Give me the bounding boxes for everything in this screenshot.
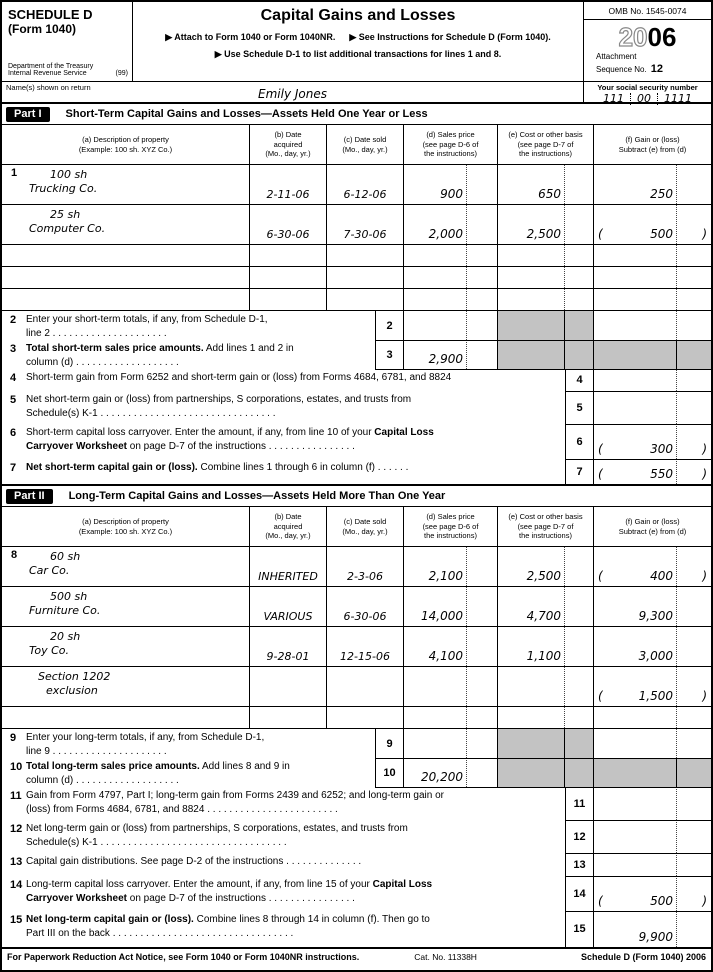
name-cell[interactable] (2, 82, 583, 102)
empty-table-row (2, 245, 711, 267)
line12-amount[interactable] (593, 820, 711, 853)
line2-amount-f[interactable] (593, 311, 711, 340)
name-label: Name(s) shown on return (6, 83, 91, 92)
col-date-sold-header: (c) Date sold (Mo., day, yr.) (326, 507, 403, 546)
table-row (2, 547, 711, 587)
part2-label: Part II (6, 489, 53, 504)
col-sales-price-header: (d) Sales price (see page D-6 of the instructions) (403, 125, 497, 164)
date-sold-cell[interactable]: 6-30-06 (326, 587, 403, 626)
ssn-label: Your social security number (597, 83, 698, 92)
line13-amount[interactable] (593, 853, 711, 876)
gain-loss-cell[interactable]: 9,300 (593, 587, 711, 626)
line-10: 10 Total long-term sales price amounts. Add lines 8 and 9 in column (d) . . . . . . . . . . . . . . . . . . . 10 20,200 (2, 758, 711, 787)
description-cell[interactable]: 1 100 sh Trucking Co. (11, 167, 98, 195)
part2-title: Long-Term Capital Gains and Losses—Assets Held More Than One Year (68, 490, 446, 502)
part1-column-headers (2, 125, 711, 165)
line-text: Total short-term sales price amounts. Add lines 1 and 2 in column (d) . . . . . . . . . . . . . . . . . . . (26, 343, 294, 368)
date-acquired-cell[interactable]: 2-11-06 (249, 165, 326, 204)
cost-basis-cell[interactable]: 1,100 (497, 627, 593, 666)
shaded-cell (497, 758, 593, 787)
year-outline: 20 (618, 22, 648, 52)
col-sales-price-header: (d) Sales price (see page D-6 of the instructions) (403, 507, 497, 546)
date-acquired-cell[interactable] (249, 667, 326, 706)
part1-title: Short-Term Capital Gains and Losses—Assets Held One Year or Less (65, 108, 428, 120)
date-acquired-cell[interactable]: VARIOUS (249, 587, 326, 626)
cost-basis-cell[interactable]: 4,700 (497, 587, 593, 626)
part1-label: Part I (6, 107, 50, 122)
gain-loss-cell[interactable]: ( 1,500 ) (593, 667, 711, 706)
date-sold-cell[interactable]: 2-3-06 (326, 547, 403, 586)
line-11: 11 Gain from Form 4797, Part I; long-term gain from Forms 2439 and 6252; and long-term gain or (loss) from Forms 4684, 6781, and 8824 . . . . . . . . . . . . . . . . . . . . . . . . 11 (2, 787, 711, 820)
gain-loss-cell[interactable]: 3,000 (593, 627, 711, 666)
col-gain-loss-header: (f) Gain or (loss) Subtract (e) from (d) (593, 507, 711, 546)
name-ssn-row (2, 82, 711, 104)
part1-table (2, 124, 711, 311)
year-bold: 06 (647, 22, 677, 52)
attachment-sequence: Attachment Sequence No. 12 (596, 52, 663, 76)
empty-table-row (2, 707, 711, 729)
sales-price-cell[interactable]: 4,100 (403, 627, 497, 666)
date-sold-cell[interactable]: 7-30-06 (326, 205, 403, 244)
shaded-cell (593, 758, 711, 787)
shaded-cell (593, 340, 711, 369)
shaded-cell (497, 340, 593, 369)
date-acquired-cell[interactable]: INHERITED (249, 547, 326, 586)
line11-amount[interactable] (593, 787, 711, 820)
paperwork-notice: For Paperwork Reduction Act Notice, see Form 1040 or Form 1040NR instructions. (7, 952, 360, 962)
part2-column-headers (2, 507, 711, 547)
gain-loss-cell[interactable]: 250 (593, 165, 711, 204)
omb-number: OMB No. 1545-0074 (584, 2, 711, 20)
page-title: Capital Gains and Losses (260, 7, 456, 24)
date-sold-cell[interactable] (326, 667, 403, 706)
line-box-number: 3 (375, 340, 403, 369)
line-12: 12 Net long-term gain or (loss) from partnerships, S corporations, estates, and trusts from Schedule(s) K-1 . . . . . . . . . . . . . . . . . . . . . . . . . . . . . . . . . . 12 (2, 820, 711, 853)
line-2 (2, 311, 711, 340)
line-number: 8 (11, 549, 18, 561)
line-6: 6 Short-term capital loss carryover. Enter the amount, if any, from line 10 of your Capital Loss Carryover Worksheet on page D-7 of the instructions . . . . . . . . . . . . . . . . 6 ( 300 ) (2, 424, 711, 459)
sales-price-cell[interactable]: 900 (403, 165, 497, 204)
table-row (2, 627, 711, 667)
line2-amount-d[interactable] (403, 311, 497, 340)
dept-line2: Internal Revenue Service (99) (8, 70, 128, 77)
col-date-acquired-header: (b) Date acquired (Mo., day, yr.) (249, 507, 326, 546)
gain-loss-cell[interactable]: ( 400 ) (593, 547, 711, 586)
shaded-cell (497, 311, 593, 340)
dept-line1: Department of the Treasury (8, 63, 94, 70)
line15-amount[interactable]: 9,900 (593, 911, 711, 947)
line-14: 14 Long-term capital loss carryover. Enter the amount, if any, from line 15 of your Capital Loss Carryover Worksheet on page D-7 of the instructions . . . . . . . . . . . . . . . . 14 ( 500 ) (2, 876, 711, 911)
shaded-cell (497, 729, 593, 758)
line-5: 5 Net short-term gain or (loss) from partnerships, S corporations, estates, and trusts from Schedule(s) K-1 . . . . . . . . . . . . . . . . . . . . . . . . . . . . . . . . 5 (2, 391, 711, 424)
taxpayer-name[interactable]: Emily Jones (258, 87, 327, 101)
table-row (2, 165, 711, 205)
line5-amount[interactable] (593, 391, 711, 424)
ssn-cell[interactable] (583, 82, 711, 105)
sales-price-cell[interactable]: 2,000 (403, 205, 497, 244)
line-text: Enter your short-term totals, if any, from Schedule D-1, line 2 . . . . . . . . . . . . . . . . . . . . . (26, 314, 268, 339)
form-header (2, 2, 711, 82)
line7-amount[interactable]: ( 550 ) (593, 459, 711, 484)
tax-year (584, 20, 711, 50)
line-4: 4 Short-term gain from Form 6252 and short-term gain or (loss) from Forms 4684, 6781, and 8824 4 (2, 369, 711, 391)
cost-basis-cell[interactable]: 2,500 (497, 547, 593, 586)
form-footer-id: Schedule D (Form 1040) 2006 (580, 952, 706, 962)
col-cost-basis-header: (e) Cost or other basis (see page D-7 of the instructions) (497, 125, 593, 164)
line-number: 3 (10, 343, 17, 355)
line10-amount-d[interactable]: 20,200 (403, 758, 497, 787)
table-row (2, 205, 711, 245)
part1-heading (2, 104, 711, 124)
line3-amount-d[interactable]: 2,900 (403, 340, 497, 369)
col-cost-basis-header: (e) Cost or other basis (see page D-7 of the instructions) (497, 507, 593, 546)
cost-basis-cell[interactable] (497, 667, 593, 706)
form-footer (2, 947, 711, 965)
sales-price-cell[interactable]: 2,100 (403, 547, 497, 586)
table-row (2, 667, 711, 707)
attach-instructions: ▶ Attach to Form 1040 or Form 1040NR. ▶ See Instructions for Schedule D (Form 1040). (165, 32, 551, 42)
catalog-number: Cat. No. 11338H (414, 952, 477, 962)
line9-amount-f[interactable] (593, 729, 711, 758)
col-date-acquired-header: (b) Date acquired (Mo., day, yr.) (249, 125, 326, 164)
line-number: 1 (11, 167, 18, 179)
schedule-d1-instruction: ▶ Use Schedule D-1 to list additional transactions for lines 1 and 8. (214, 49, 502, 59)
col-description-header: (a) Description of property (Example: 100 sh. XYZ Co.) (78, 135, 173, 154)
line9-amount-d[interactable] (403, 729, 497, 758)
description-cell[interactable]: 8 60 sh Car Co. (11, 549, 81, 577)
cost-basis-cell[interactable]: 2,500 (497, 205, 593, 244)
description-cell[interactable]: 500 sh Furniture Co. (29, 590, 101, 617)
empty-table-row (2, 267, 711, 289)
form-id-block (2, 2, 133, 81)
description-cell[interactable]: 25 sh Computer Co. (29, 208, 106, 235)
cost-basis-cell[interactable]: 650 (497, 165, 593, 204)
line-13: 13 Capital gain distributions. See page D-2 of the instructions . . . . . . . . . . . . . . 13 (2, 853, 711, 876)
date-acquired-cell[interactable]: 9-28-01 (249, 627, 326, 666)
gain-loss-cell[interactable]: ( 500 ) (593, 205, 711, 244)
line14-amount[interactable]: ( 500 ) (593, 876, 711, 911)
description-cell[interactable]: 20 sh Toy Co. (29, 630, 81, 657)
sales-price-cell[interactable] (403, 667, 497, 706)
line-box-number: 2 (375, 311, 403, 340)
line-7: 7 Net short-term capital gain or (loss). Combine lines 1 through 6 in column (f) . . . . . . 7 ( 550 ) (2, 459, 711, 484)
schedule-label: SCHEDULE D (8, 7, 93, 22)
omb-year-block (583, 2, 711, 81)
line6-amount[interactable]: ( 300 ) (593, 424, 711, 459)
line-15: 15 Net long-term capital gain or (loss). Combine lines 8 through 14 in column (f). Then go to Part III on the back . . . . . . . . . . . . . . . . . . . . . . . . . . . . . . . . . 15 9,900 (2, 911, 711, 947)
col-date-sold-header: (c) Date sold (Mo., day, yr.) (326, 125, 403, 164)
line-9: 9 Enter your long-term totals, if any, from Schedule D-1, line 9 . . . . . . . . . . . . . . . . . . . . . 9 (2, 729, 711, 758)
ssn-value[interactable]: 111 00 1111 (597, 93, 698, 105)
col-gain-loss-header: (f) Gain or (loss) Subtract (e) from (d) (593, 125, 711, 164)
part2-heading (2, 484, 711, 506)
table-row (2, 587, 711, 627)
line-3 (2, 340, 711, 369)
form-label: (Form 1040) (8, 22, 77, 36)
form-title-block (133, 2, 583, 81)
part2-table (2, 506, 711, 729)
line4-amount[interactable] (593, 369, 711, 391)
date-sold-cell[interactable]: 12-15-06 (326, 627, 403, 666)
line-number: 2 (10, 314, 17, 326)
description-cell[interactable]: Section 1202 exclusion (38, 670, 111, 697)
date-acquired-cell[interactable]: 6-30-06 (249, 205, 326, 244)
col-description-header: (a) Description of property (Example: 100 sh. XYZ Co.) (78, 517, 173, 536)
date-sold-cell[interactable]: 6-12-06 (326, 165, 403, 204)
sales-price-cell[interactable]: 14,000 (403, 587, 497, 626)
empty-table-row (2, 289, 711, 311)
